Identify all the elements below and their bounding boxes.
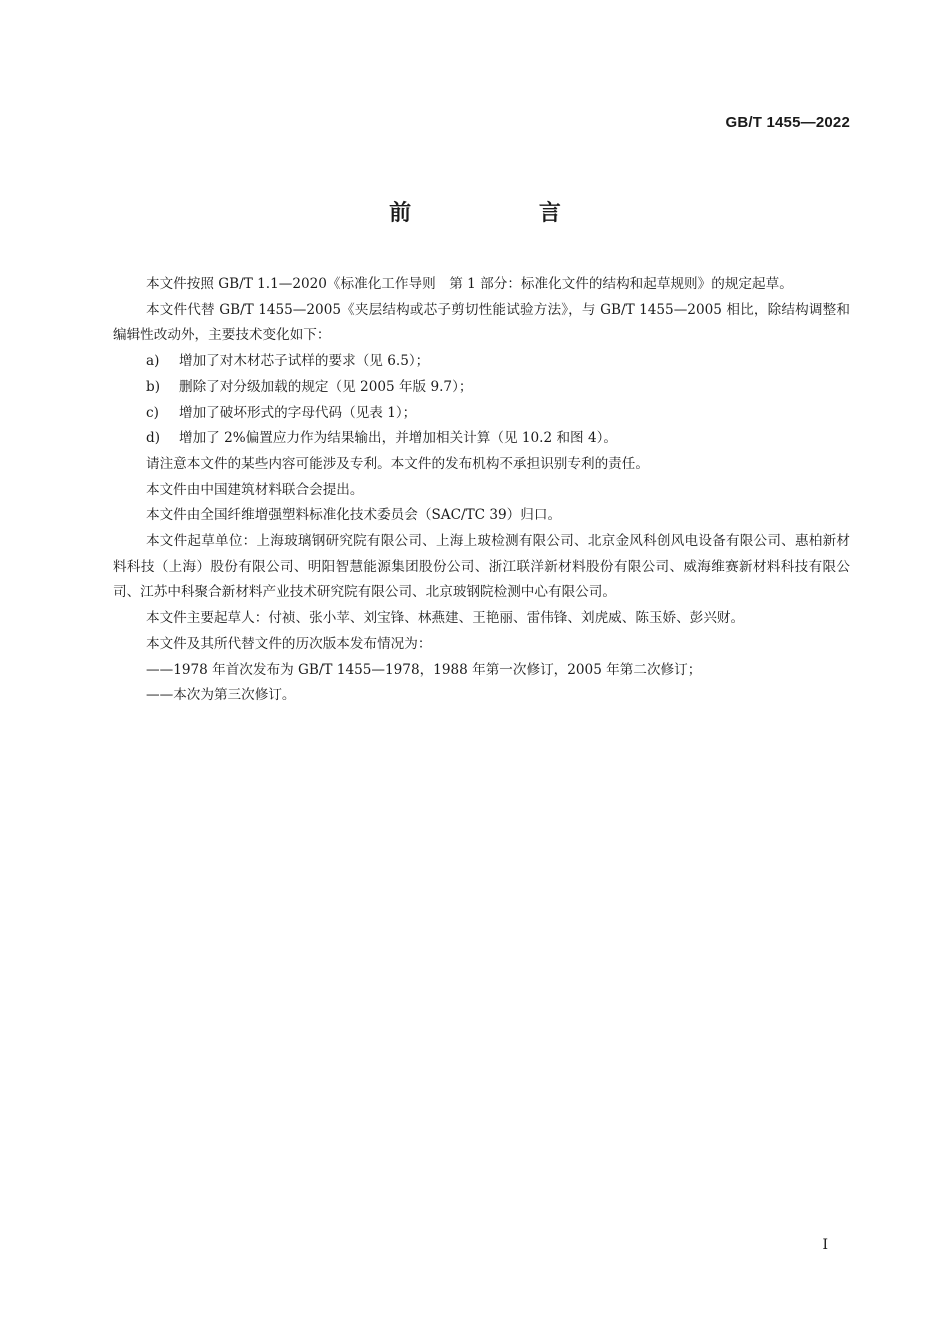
paragraph-drafters: 本文件主要起草人：付祯、张小苹、刘宝锋、林燕建、王艳丽、雷伟锋、刘虎威、陈玉娇、彭兴财。 — [146, 610, 745, 627]
change-text: 增加了对木材芯子试样的要求（见 6.5）； — [179, 353, 430, 370]
paragraph-history-intro: 本文件及其所代替文件的历次版本发布情况为： — [146, 635, 432, 652]
change-item-a — [113, 349, 850, 375]
change-marker: d) — [146, 430, 161, 447]
paragraph-replacement: 本文件代替 GB/T 1455—2005《夹层结构或芯子剪切性能试验方法》，与 GB/T 1455—2005 相比，除结构调整和编辑性改动外，主要技术变化如下： — [113, 301, 850, 344]
change-marker: c) — [146, 404, 159, 421]
foreword-body — [113, 272, 850, 709]
change-item-d — [113, 426, 850, 452]
change-item-b — [113, 375, 850, 401]
change-text: 增加了破坏形式的字母代码（见表 1）； — [179, 404, 417, 421]
change-text: 删除了对分级加载的规定（见 2005 年版 9.7）； — [179, 378, 473, 395]
paragraph-committee: 本文件由全国纤维增强塑料标准化技术委员会（SAC/TC 39）归口。 — [146, 507, 562, 524]
change-text: 增加了 2%偏置应力作为结果输出，并增加相关计算（见 10.2 和图 4）。 — [179, 430, 617, 447]
paragraph-drafting-rules: 本文件按照 GB/T 1.1—2020《标准化工作导则 第 1 部分：标准化文件的结构和起草规则》的规定起草。 — [146, 276, 793, 292]
history-item-2: ——本次为第三次修订。 — [146, 687, 296, 704]
history-item-1: ——1978 年首次发布为 GB/T 1455—1978，1988 年第一次修订，2005 年第二次修订； — [146, 661, 702, 678]
page-number: I — [822, 1237, 828, 1253]
paragraph-patent-notice: 请注意本文件的某些内容可能涉及专利。本文件的发布机构不承担识别专利的责任。 — [146, 455, 649, 472]
paragraph-proposer: 本文件由中国建筑材料联合会提出。 — [146, 481, 364, 498]
change-marker: b) — [146, 378, 161, 395]
page-title: 前 言 — [389, 201, 621, 226]
paragraph-drafting-units: 本文件起草单位：上海玻璃钢研究院有限公司、上海上玻检测有限公司、北京金风科创风电设备有限公司、惠柏新材料科技（上海）股份有限公司、明阳智慧能源集团股份公司、浙江联洋新材料股份有限公司、威海维赛新材料科技有限公司、江苏中科聚合新材料产业技术研究院有限公司、北京玻钢院检测中心有限公司。 — [113, 533, 850, 601]
standard-code: GB/T 1455—2022 — [725, 114, 850, 131]
change-item-c — [113, 401, 850, 427]
change-marker: a) — [146, 353, 160, 370]
